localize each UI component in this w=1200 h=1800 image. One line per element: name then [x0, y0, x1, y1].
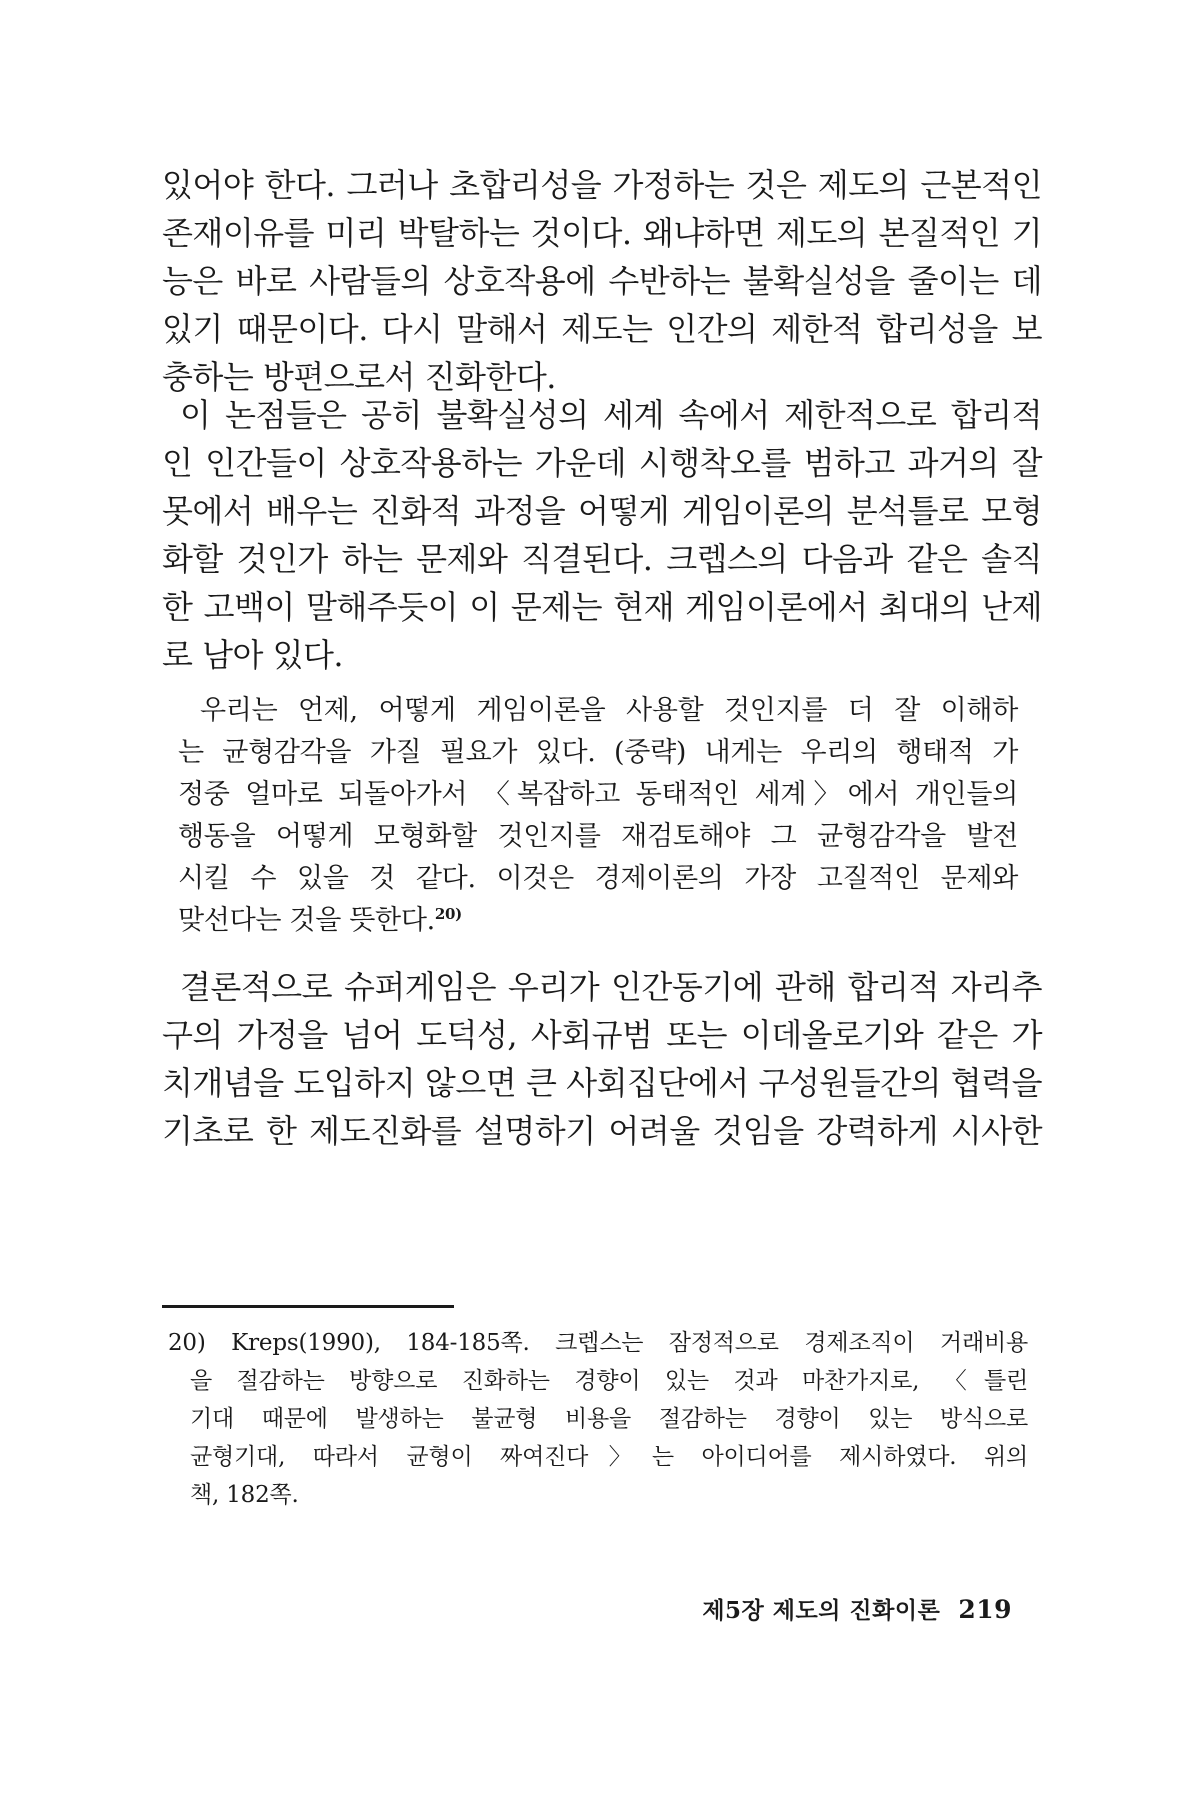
text-line: 로 남아 있다.: [162, 636, 344, 674]
footnote-line: 20) Kreps(1990), 184-185쪽. 크렙스는 잠정적으로 경제조직이 거래비용: [168, 1330, 1028, 1356]
text-line: 치개념을 도입하지 않으면 큰 사회집단에서 구성원들간의 협력을: [162, 1064, 1042, 1102]
quote-last-line: [178, 898, 1018, 937]
text-line: 있기 때문이다. 다시 말해서 제도는 인간의 제한적 합리성을 보: [162, 310, 1042, 348]
running-footer: [672, 1592, 1012, 1625]
text-line: 이 논점들은 공히 불확실성의 세계 속에서 제한적으로 합리적: [180, 396, 1042, 434]
text-line: 기초로 한 제도진화를 설명하기 어려울 것임을 강력하게 시사한: [162, 1112, 1042, 1150]
text-line: 능은 바로 사람들의 상호작용에 수반하는 불확실성을 줄이는 데: [162, 262, 1042, 300]
text-line: 못에서 배우는 진화적 과정을 어떻게 게임이론의 분석틀로 모형: [162, 492, 1042, 530]
text-line: 충하는 방편으로서 진화한다.: [162, 358, 556, 396]
quote-line: 시킬 수 있을 것 같다. 이것은 경제이론의 가장 고질적인 문제와: [178, 863, 1018, 894]
quote-line: 행동을 어떻게 모형화할 것인지를 재검토해야 그 균형감각을 발전: [178, 821, 1018, 852]
footnote-line: 을 절감하는 방향으로 진화하는 경향이 있는 것과 마찬가지로, 〈틀린: [190, 1368, 1028, 1394]
chapter-title: 제5장 제도의 진화이론: [702, 1597, 941, 1624]
footnote-line: 책, 182쪽.: [190, 1482, 299, 1508]
footnote-separator: [162, 1305, 454, 1308]
footnote-line: 기대 때문에 발생하는 불균형 비용을 절감하는 경향이 있는 방식으로: [190, 1406, 1028, 1432]
text-line: 화할 것인가 하는 문제와 직결된다. 크렙스의 다음과 같은 솔직: [162, 540, 1042, 578]
page-number: 219: [958, 1595, 1012, 1624]
footnote-line: 균형기대, 따라서 균형이 짜여진다〉는 아이디어를 제시하였다. 위의: [190, 1444, 1028, 1470]
quote-line: 는 균형감각을 가질 필요가 있다. (중략) 내게는 우리의 행태적 가: [178, 737, 1018, 768]
text-line: 구의 가정을 넘어 도덕성, 사회규범 또는 이데올로기와 같은 가: [162, 1016, 1042, 1054]
text-line: 존재이유를 미리 박탈하는 것이다. 왜냐하면 제도의 본질적인 기: [162, 214, 1042, 252]
text-line: 있어야 한다. 그러나 초합리성을 가정하는 것은 제도의 근본적인: [162, 166, 1042, 204]
text-line: 결론적으로 슈퍼게임은 우리가 인간동기에 관해 합리적 자리추: [180, 968, 1042, 1006]
quote-text: 맞선다는 것을 뜻한다.: [178, 905, 435, 936]
quote-line: 우리는 언제, 어떻게 게임이론을 사용할 것인지를 더 잘 이해하: [200, 695, 1018, 726]
footnote-reference[interactable]: 20): [434, 905, 462, 923]
text-line: 한 고백이 말해주듯이 이 문제는 현재 게임이론에서 최대의 난제: [162, 588, 1042, 626]
quote-line: 정중 얼마로 되돌아가서 〈복잡하고 동태적인 세계〉에서 개인들의: [178, 779, 1018, 810]
text-line: 인 인간들이 상호작용하는 가운데 시행착오를 범하고 과거의 잘: [162, 444, 1042, 482]
